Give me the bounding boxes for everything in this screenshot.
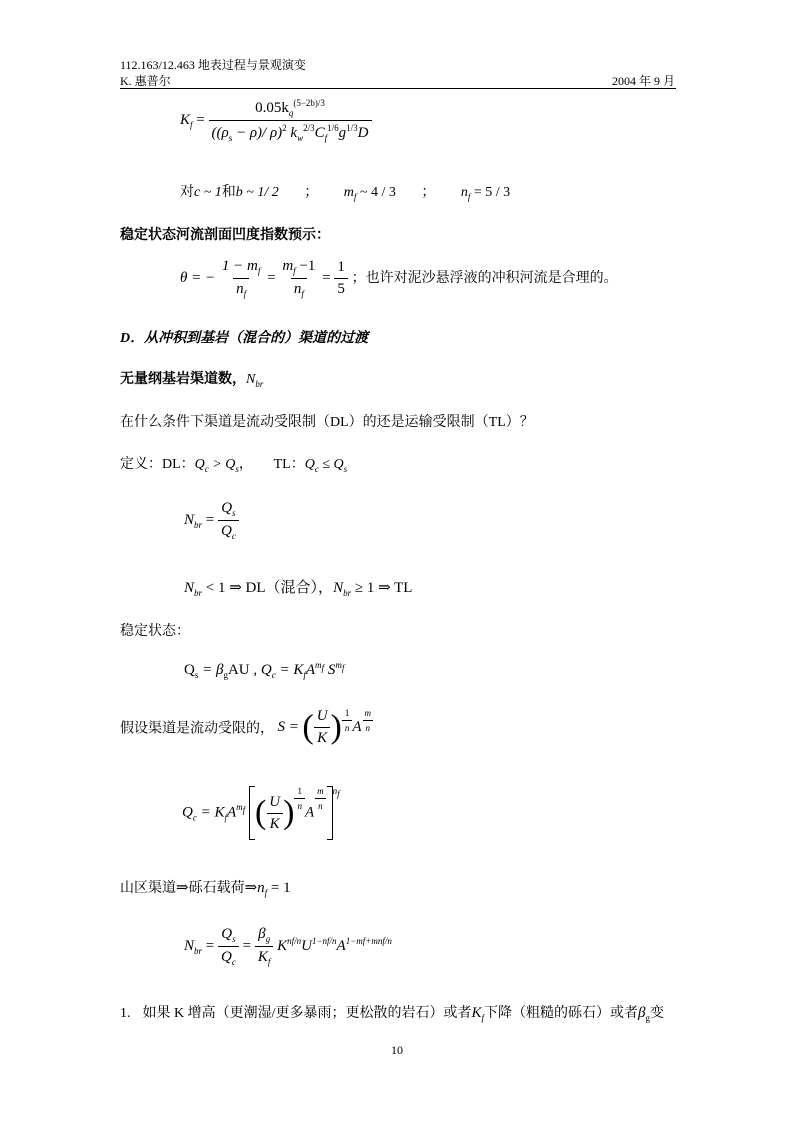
cond-prefix: 对 — [180, 185, 194, 200]
cases-c1: < 1 ⇒ DL（混合）， — [202, 580, 334, 596]
qs-s-sup: m — [335, 660, 342, 670]
qc-frac-num: U — [269, 793, 281, 810]
def-dl-q: Q — [194, 457, 205, 472]
nbrdef-num-sub: s — [232, 508, 236, 518]
cond-nf: n — [460, 185, 468, 200]
qc-a2: A — [304, 804, 315, 821]
nbrdef-den: Q — [221, 523, 232, 539]
nbrf-eq: = — [205, 937, 215, 954]
theta-f2-den-sub: f — [301, 289, 304, 299]
qs-beta-sub: g — [223, 670, 228, 680]
qs-a-sup-sub: f — [321, 662, 325, 673]
header-rule — [120, 88, 676, 89]
header-author: K. 惠普尔 — [120, 74, 171, 88]
qs-eq: = β — [198, 662, 224, 678]
qs-sep: , — [249, 662, 261, 678]
kf-den-sq: 2 — [282, 123, 287, 133]
qc-outer-sup-sub: f — [337, 788, 340, 799]
section-d-title: D．从冲积到基岩（混合的）渠道的过渡 — [120, 331, 369, 346]
qs-sub: s — [194, 670, 199, 680]
nbrf-f2-den-sub: f — [267, 957, 271, 967]
nbrf-k-sup: nf/n — [287, 935, 302, 946]
nbrf-f2-num: β — [258, 926, 266, 942]
qc-frac — [266, 794, 283, 833]
nbrdef-eq: = — [205, 511, 215, 528]
equation-nbr-final — [184, 926, 392, 967]
qc-a: A — [227, 804, 237, 821]
section-concavity: 稳定状态河流剖面凹度指数预示： — [120, 228, 330, 243]
cond-b: b ~ 1/ 2 — [235, 185, 279, 200]
theta-eq1: = — [267, 269, 276, 286]
nbrf-f1-den-sub: c — [231, 957, 236, 967]
assume-exp1-den: n — [342, 720, 353, 733]
kf-num-sup: (5−2b)/3 — [293, 98, 325, 108]
cases-n2: N — [333, 580, 344, 596]
cond-mf-sub: f — [353, 191, 357, 202]
item1-text2: 下降（粗糙的砾石）或者 — [484, 1006, 639, 1021]
qs-qc: Q — [260, 662, 272, 678]
item1-kf-sub: f — [481, 1012, 485, 1023]
nbrf-f1-num-sub: s — [232, 934, 236, 944]
cond-c: c ~ 1 — [194, 185, 222, 200]
kf-den-rho-sub: s — [228, 133, 233, 143]
assume-text: 假设渠道是流动受限的， — [120, 721, 274, 737]
equation-qs — [184, 660, 344, 680]
nbr-title-sub: br — [255, 378, 264, 389]
nbrdef-lhs: N — [184, 511, 195, 528]
assume-frac-num: U — [316, 708, 328, 724]
cond-nf-sub: f — [467, 191, 471, 202]
nbrdef-lhs-sub: br — [194, 519, 203, 530]
equation-nbr-cases — [184, 576, 412, 598]
list-item-1 — [120, 1002, 664, 1023]
cond-mf-val: ~ 4 / 3 — [356, 185, 396, 200]
assume-exp2-den: n — [363, 720, 374, 733]
equation-nbr-def — [184, 500, 239, 541]
def-dl-sub2: s — [235, 463, 239, 474]
assume-frac-den: K — [314, 727, 330, 747]
item1-num: 1. — [120, 1006, 131, 1021]
question-text: 在什么条件下渠道是流动受限制（DL）的还是运输受限制（TL）？ — [120, 415, 534, 430]
kf-den-cf: C — [314, 125, 325, 141]
cond-sep2: ； — [421, 185, 436, 200]
qc-exp1-den: n — [294, 798, 305, 811]
mountain-text: 山区渠道 — [120, 881, 176, 896]
theta-frac3 — [334, 259, 348, 298]
theta-f2-num-tail: −1 — [295, 258, 316, 274]
qc-exp2-den: n — [315, 798, 326, 811]
qs-s: S — [324, 662, 336, 678]
assume-exp2-num: m — [364, 708, 372, 718]
qs-qc-sub: c — [271, 670, 276, 680]
cases-n1-sub: br — [194, 588, 203, 598]
theta-f1-den-sub: f — [243, 289, 247, 299]
kf-den-kw-sup: 2/3 — [303, 123, 315, 133]
nbrf-f2-den: K — [257, 949, 268, 965]
nbrf-lhs-sub: br — [194, 945, 203, 956]
kf-den-rho: ((ρ — [211, 125, 229, 141]
assume-frac — [314, 708, 331, 747]
item1-text: 如果 K 增高（更潮湿/更多暴雨；更松散的岩石）或者 — [142, 1006, 472, 1021]
cond-sep1: ； — [304, 185, 319, 200]
header-course: 112.163/12.463 地表过程与景观演变 — [120, 58, 306, 72]
theta-eq2: = — [322, 269, 331, 286]
equation-kf: $K_f$ = $\frac{0.05k_q^{(5-2b)/3}}{((\rho_s - \rho)/ \rho)^2 k_w^{2/3}C_f^{1/6}g^{1/3}D}$ — [180, 98, 372, 143]
qc-exp2 — [314, 786, 327, 811]
qc-kf-sub: f — [224, 812, 227, 823]
nbr-title — [120, 368, 263, 389]
equation-theta — [180, 258, 618, 299]
kf-den-d: D — [357, 125, 369, 141]
qs-a: A — [305, 662, 316, 678]
header-date: 2004 年 9 月 — [612, 74, 676, 88]
kf-num: 0.05k — [255, 100, 289, 116]
page-number: 10 — [391, 1043, 403, 1057]
def-dl-sub1: c — [204, 463, 209, 474]
cond-and: 和 — [221, 185, 236, 200]
item1-beta-sub: g — [645, 1012, 651, 1023]
kf-den-kw-sub: w — [297, 133, 304, 143]
cond-mf: m — [343, 185, 354, 200]
def-prefix: 定义：DL： — [120, 457, 195, 472]
cond-nf-val: = 5 / 3 — [470, 185, 511, 200]
qc-eq: = K — [196, 804, 225, 821]
nbrdef-num: Q — [221, 500, 233, 516]
nbrf-k: K — [277, 937, 288, 954]
steady-state-label: 稳定状态： — [120, 624, 190, 639]
qc-exp1 — [294, 786, 305, 811]
item1-beta: β — [638, 1005, 646, 1021]
cases-n1: N — [184, 580, 195, 596]
assume-line: 假设渠道是流动受限的， S = ( $\frac{U}{K}$ ) $\frac{1}{n}$ A $\frac{m}{n}$ — [120, 708, 374, 747]
mountain-nf-sub: f — [264, 887, 268, 898]
cases-c2: ≥ 1 ⇒ TL — [351, 580, 413, 596]
theta-f3-num: 1 — [337, 259, 345, 275]
mountain-arrow: ⇒ — [176, 880, 189, 896]
assume-exp1 — [342, 708, 353, 733]
def-dl-op: > Q — [208, 457, 236, 472]
theta-comment: ；也许对泥沙悬浮液的冲积河流是合理的。 — [351, 270, 618, 286]
kf-lhs: K — [180, 111, 191, 128]
def-tl-q: Q — [304, 457, 315, 472]
qs-a-sup: m — [315, 660, 322, 670]
mountain-nf: n — [257, 880, 265, 896]
qs-eq2: = K — [275, 662, 304, 678]
theta-f1-num: 1 − m — [221, 258, 258, 274]
def-tl-sub2: s — [343, 463, 348, 474]
assume-exp2 — [362, 708, 375, 733]
qc-lhs-sub: c — [192, 812, 197, 823]
kf-fraction — [209, 98, 372, 143]
kf-den-mid: − ρ)/ ρ) — [232, 125, 283, 141]
nbr-title-text: 无量纲基岩渠道数， — [120, 372, 246, 387]
qs-s-sup-sub: f — [341, 662, 345, 673]
theta-lhs: θ = − — [180, 269, 216, 286]
assume-exp1-num: 1 — [344, 708, 350, 718]
assume-lhs: S = — [277, 719, 299, 735]
kf-lhs-sub: f — [190, 119, 193, 130]
definition-line — [120, 453, 347, 474]
nbrf-f1-den: Q — [221, 949, 232, 965]
def-tl-op: ≤ Q — [318, 457, 344, 472]
mountain-line — [120, 877, 291, 898]
item1-text3: 变 — [650, 1006, 665, 1021]
equation-qc: $Q_c = K_fA^{m_f}$ ( $\frac{U}{K}$ ) $\frac{1}{n}$ A $\frac{m}{n}$ $^{n_f}$ — [182, 786, 340, 840]
qc-exp2-num: m — [317, 786, 324, 796]
nbrdef-den-sub: c — [231, 531, 236, 541]
kf-den-g-sup: 1/3 — [346, 123, 358, 133]
nbr-title-sym: N — [246, 372, 256, 387]
qc-lhs: Q — [182, 804, 193, 821]
nbrf-lhs: N — [184, 937, 195, 954]
nbrf-frac1 — [218, 926, 239, 967]
def-mid: ， TL： — [238, 457, 305, 472]
assume-a: A — [352, 719, 362, 735]
qc-a-sup-sub: f — [242, 805, 246, 816]
mountain-text2: 砾石载荷 — [188, 881, 245, 896]
kf-den-cf-sup: 1/6 — [327, 123, 339, 133]
item1-kf: K — [471, 1005, 482, 1021]
theta-f2-num: m — [282, 258, 294, 274]
def-tl-sub1: c — [314, 463, 319, 474]
theta-f1-den: n — [236, 281, 244, 297]
qc-exp1-num: 1 — [297, 786, 302, 796]
theta-frac1 — [219, 258, 263, 299]
kf-num-sub: q — [288, 108, 294, 118]
kf-den-kw: k — [290, 125, 298, 141]
nbrdef-frac — [218, 500, 239, 541]
nbrf-frac2 — [255, 926, 274, 967]
kf-den-g: g — [338, 125, 347, 141]
theta-f2-num-sub: f — [293, 266, 296, 276]
theta-f2-den: n — [293, 281, 302, 297]
qs-q: Q — [184, 662, 195, 678]
theta-f3-den: 5 — [334, 278, 348, 298]
nbrf-f2-num-sub: g — [265, 934, 271, 944]
cases-n2-sub: br — [343, 588, 352, 598]
qc-frac-den: K — [267, 813, 283, 833]
kf-den-cf-sub: f — [324, 133, 328, 143]
nbrf-f1-num: Q — [221, 926, 233, 942]
qc-outer-sup: n — [332, 786, 338, 796]
qs-kf-sub: f — [303, 670, 306, 680]
mountain-arrow2: ⇒ — [244, 880, 258, 896]
theta-frac2 — [279, 258, 318, 299]
qs-au: AU — [227, 662, 250, 678]
nbrf-a-sup: 1−mf+mnf/n — [345, 935, 392, 946]
nbrf-eq2: = — [242, 937, 252, 954]
theta-f1-num-sub: f — [257, 266, 261, 276]
condition-line — [180, 181, 510, 202]
nbrf-u-sup: 1−nf/n — [311, 935, 337, 946]
mountain-val: = 1 — [267, 880, 291, 896]
nbrf-a: A — [336, 937, 346, 954]
nbrf-u: U — [301, 937, 312, 954]
qc-a-sup: m — [236, 802, 243, 813]
